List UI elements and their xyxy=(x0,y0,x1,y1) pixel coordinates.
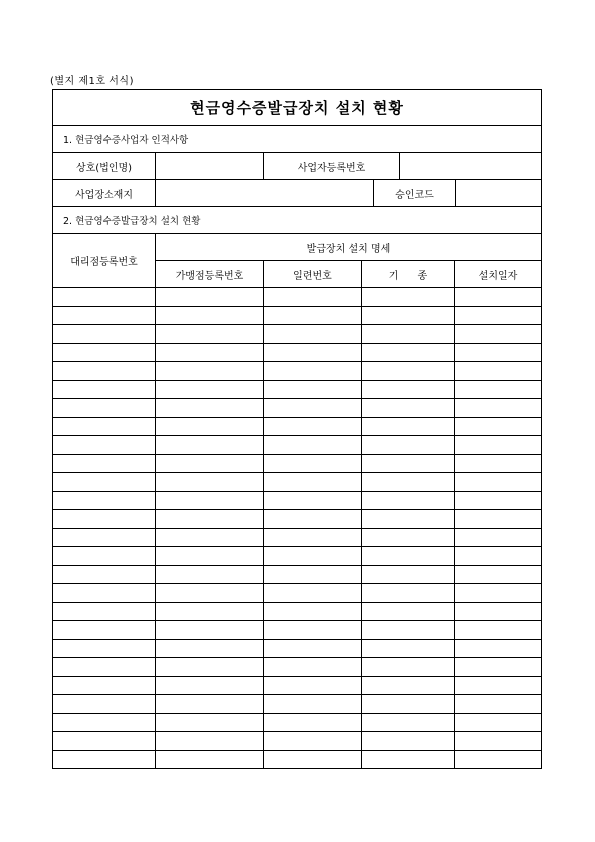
table-cell-divider xyxy=(454,418,455,436)
table-cell-divider xyxy=(263,732,264,750)
table-row[interactable] xyxy=(53,381,541,400)
business-address-label: 사업장소재지 xyxy=(75,189,133,201)
grid-header xyxy=(53,234,541,288)
table-cell-divider xyxy=(454,603,455,621)
table-row[interactable] xyxy=(53,677,541,696)
table-row[interactable] xyxy=(53,436,541,455)
table-cell-divider xyxy=(155,640,156,658)
table-cell-divider xyxy=(155,325,156,343)
table-cell-divider xyxy=(361,714,362,732)
table-cell-divider xyxy=(155,455,156,473)
table-cell-divider xyxy=(454,436,455,454)
table-cell-divider xyxy=(454,307,455,325)
table-cell-divider xyxy=(361,658,362,676)
info-row-company xyxy=(53,153,541,180)
company-name-label: 상호(법인명) xyxy=(75,162,133,174)
table-row[interactable] xyxy=(53,566,541,585)
table-cell-divider xyxy=(454,510,455,528)
table-cell-divider xyxy=(454,325,455,343)
table-cell-divider xyxy=(361,751,362,769)
table-cell-divider xyxy=(263,492,264,510)
table-cell-divider xyxy=(361,621,362,639)
business-reg-no-field[interactable] xyxy=(399,153,541,179)
table-cell-divider xyxy=(361,677,362,695)
table-cell-divider xyxy=(263,714,264,732)
table-cell-divider xyxy=(263,529,264,547)
table-cell-divider xyxy=(454,381,455,399)
table-row[interactable] xyxy=(53,621,541,640)
table-row[interactable] xyxy=(53,362,541,381)
table-cell-divider xyxy=(361,325,362,343)
section2-heading: 2. 현금영수증발급장치 설치 현황 xyxy=(53,207,541,234)
grid-body xyxy=(53,288,541,768)
table-row[interactable] xyxy=(53,288,541,307)
table-cell-divider xyxy=(454,751,455,769)
table-cell-divider xyxy=(454,362,455,380)
table-cell-divider xyxy=(361,399,362,417)
table-cell-divider xyxy=(155,399,156,417)
table-cell-divider xyxy=(155,566,156,584)
table-cell-divider xyxy=(263,473,264,491)
table-cell-divider xyxy=(361,473,362,491)
table-cell-divider xyxy=(454,621,455,639)
model-header: 기 종 xyxy=(361,261,454,287)
table-row[interactable] xyxy=(53,325,541,344)
table-cell-divider xyxy=(361,362,362,380)
table-row[interactable] xyxy=(53,695,541,714)
table-cell-divider xyxy=(263,640,264,658)
company-name-field[interactable] xyxy=(155,153,263,179)
table-cell-divider xyxy=(361,307,362,325)
table-cell-divider xyxy=(155,288,156,306)
section1-heading: 1. 현금영수증사업자 인적사항 xyxy=(53,126,541,153)
table-cell-divider xyxy=(155,344,156,362)
table-cell-divider xyxy=(263,362,264,380)
table-cell-divider xyxy=(155,381,156,399)
table-cell-divider xyxy=(454,640,455,658)
table-cell-divider xyxy=(263,288,264,306)
table-row[interactable] xyxy=(53,603,541,622)
table-cell-divider xyxy=(263,677,264,695)
table-cell-divider xyxy=(454,529,455,547)
table-row[interactable] xyxy=(53,584,541,603)
table-cell-divider xyxy=(454,455,455,473)
table-cell-divider xyxy=(155,362,156,380)
table-cell-divider xyxy=(454,714,455,732)
table-row[interactable] xyxy=(53,307,541,326)
table-cell-divider xyxy=(155,492,156,510)
table-cell-divider xyxy=(454,492,455,510)
table-cell-divider xyxy=(263,510,264,528)
table-cell-divider xyxy=(361,492,362,510)
table-cell-divider xyxy=(263,547,264,565)
table-row[interactable] xyxy=(53,492,541,511)
table-row[interactable] xyxy=(53,418,541,437)
table-row[interactable] xyxy=(53,510,541,529)
serial-no-header: 일련번호 xyxy=(263,261,361,287)
table-cell-divider xyxy=(263,418,264,436)
table-cell-divider xyxy=(361,436,362,454)
table-cell-divider xyxy=(263,325,264,343)
table-cell-divider xyxy=(454,658,455,676)
table-cell-divider xyxy=(155,436,156,454)
table-cell-divider xyxy=(263,695,264,713)
table-cell-divider xyxy=(263,344,264,362)
table-cell-divider xyxy=(263,399,264,417)
table-cell-divider xyxy=(155,621,156,639)
table-cell-divider xyxy=(361,288,362,306)
table-cell-divider xyxy=(361,418,362,436)
table-cell-divider xyxy=(454,399,455,417)
table-row[interactable] xyxy=(53,751,541,769)
table-row[interactable] xyxy=(53,732,541,751)
table-cell-divider xyxy=(454,288,455,306)
table-cell-divider xyxy=(263,603,264,621)
business-reg-no-label: 사업자등록번호 xyxy=(263,153,399,179)
install-date-header: 설치일자 xyxy=(454,261,541,287)
merchant-reg-no-header: 가맹점등록번호 xyxy=(155,261,263,287)
device-details-header: 발급장치 설치 명세 xyxy=(155,234,541,260)
table-cell-divider xyxy=(263,455,264,473)
table-cell-divider xyxy=(361,695,362,713)
installation-status-form xyxy=(52,89,542,769)
table-cell-divider xyxy=(155,677,156,695)
table-row[interactable] xyxy=(53,473,541,492)
table-cell-divider xyxy=(263,566,264,584)
table-cell-divider xyxy=(155,510,156,528)
table-cell-divider xyxy=(155,547,156,565)
form-title: 현금영수증발급장치 설치 현황 xyxy=(53,90,541,126)
table-cell-divider xyxy=(155,751,156,769)
table-cell-divider xyxy=(361,584,362,602)
table-cell-divider xyxy=(263,621,264,639)
table-cell-divider xyxy=(155,658,156,676)
table-cell-divider xyxy=(155,714,156,732)
business-address-field[interactable] xyxy=(155,180,373,206)
table-cell-divider xyxy=(155,584,156,602)
table-cell-divider xyxy=(155,307,156,325)
table-cell-divider xyxy=(155,473,156,491)
approval-code-label: 승인코드 xyxy=(373,180,455,206)
info-row-address xyxy=(53,180,541,207)
agency-reg-no-header: 대리점등록번호 xyxy=(70,257,138,268)
table-cell-divider xyxy=(361,732,362,750)
table-cell-divider xyxy=(155,418,156,436)
table-cell-divider xyxy=(361,510,362,528)
table-cell-divider xyxy=(263,584,264,602)
table-cell-divider xyxy=(361,603,362,621)
table-cell-divider xyxy=(454,584,455,602)
table-cell-divider xyxy=(454,732,455,750)
table-cell-divider xyxy=(361,344,362,362)
table-cell-divider xyxy=(361,529,362,547)
table-row[interactable] xyxy=(53,399,541,418)
table-cell-divider xyxy=(361,640,362,658)
table-cell-divider xyxy=(454,344,455,362)
table-cell-divider xyxy=(454,566,455,584)
table-cell-divider xyxy=(263,307,264,325)
table-cell-divider xyxy=(263,381,264,399)
table-cell-divider xyxy=(361,455,362,473)
table-row[interactable] xyxy=(53,529,541,548)
table-row[interactable] xyxy=(53,714,541,733)
table-row[interactable] xyxy=(53,455,541,474)
table-cell-divider xyxy=(155,529,156,547)
table-row[interactable] xyxy=(53,658,541,677)
table-cell-divider xyxy=(263,436,264,454)
table-cell-divider xyxy=(361,547,362,565)
form-code: (별지 제1호 서식) xyxy=(50,76,134,87)
table-cell-divider xyxy=(454,695,455,713)
table-cell-divider xyxy=(454,677,455,695)
table-cell-divider xyxy=(361,381,362,399)
table-row[interactable] xyxy=(53,344,541,363)
table-cell-divider xyxy=(263,751,264,769)
table-cell-divider xyxy=(454,547,455,565)
table-cell-divider xyxy=(454,473,455,491)
table-row[interactable] xyxy=(53,640,541,659)
table-cell-divider xyxy=(155,695,156,713)
approval-code-field[interactable] xyxy=(455,180,541,206)
table-cell-divider xyxy=(361,566,362,584)
table-cell-divider xyxy=(155,732,156,750)
table-cell-divider xyxy=(263,658,264,676)
table-cell-divider xyxy=(155,603,156,621)
table-row[interactable] xyxy=(53,547,541,566)
